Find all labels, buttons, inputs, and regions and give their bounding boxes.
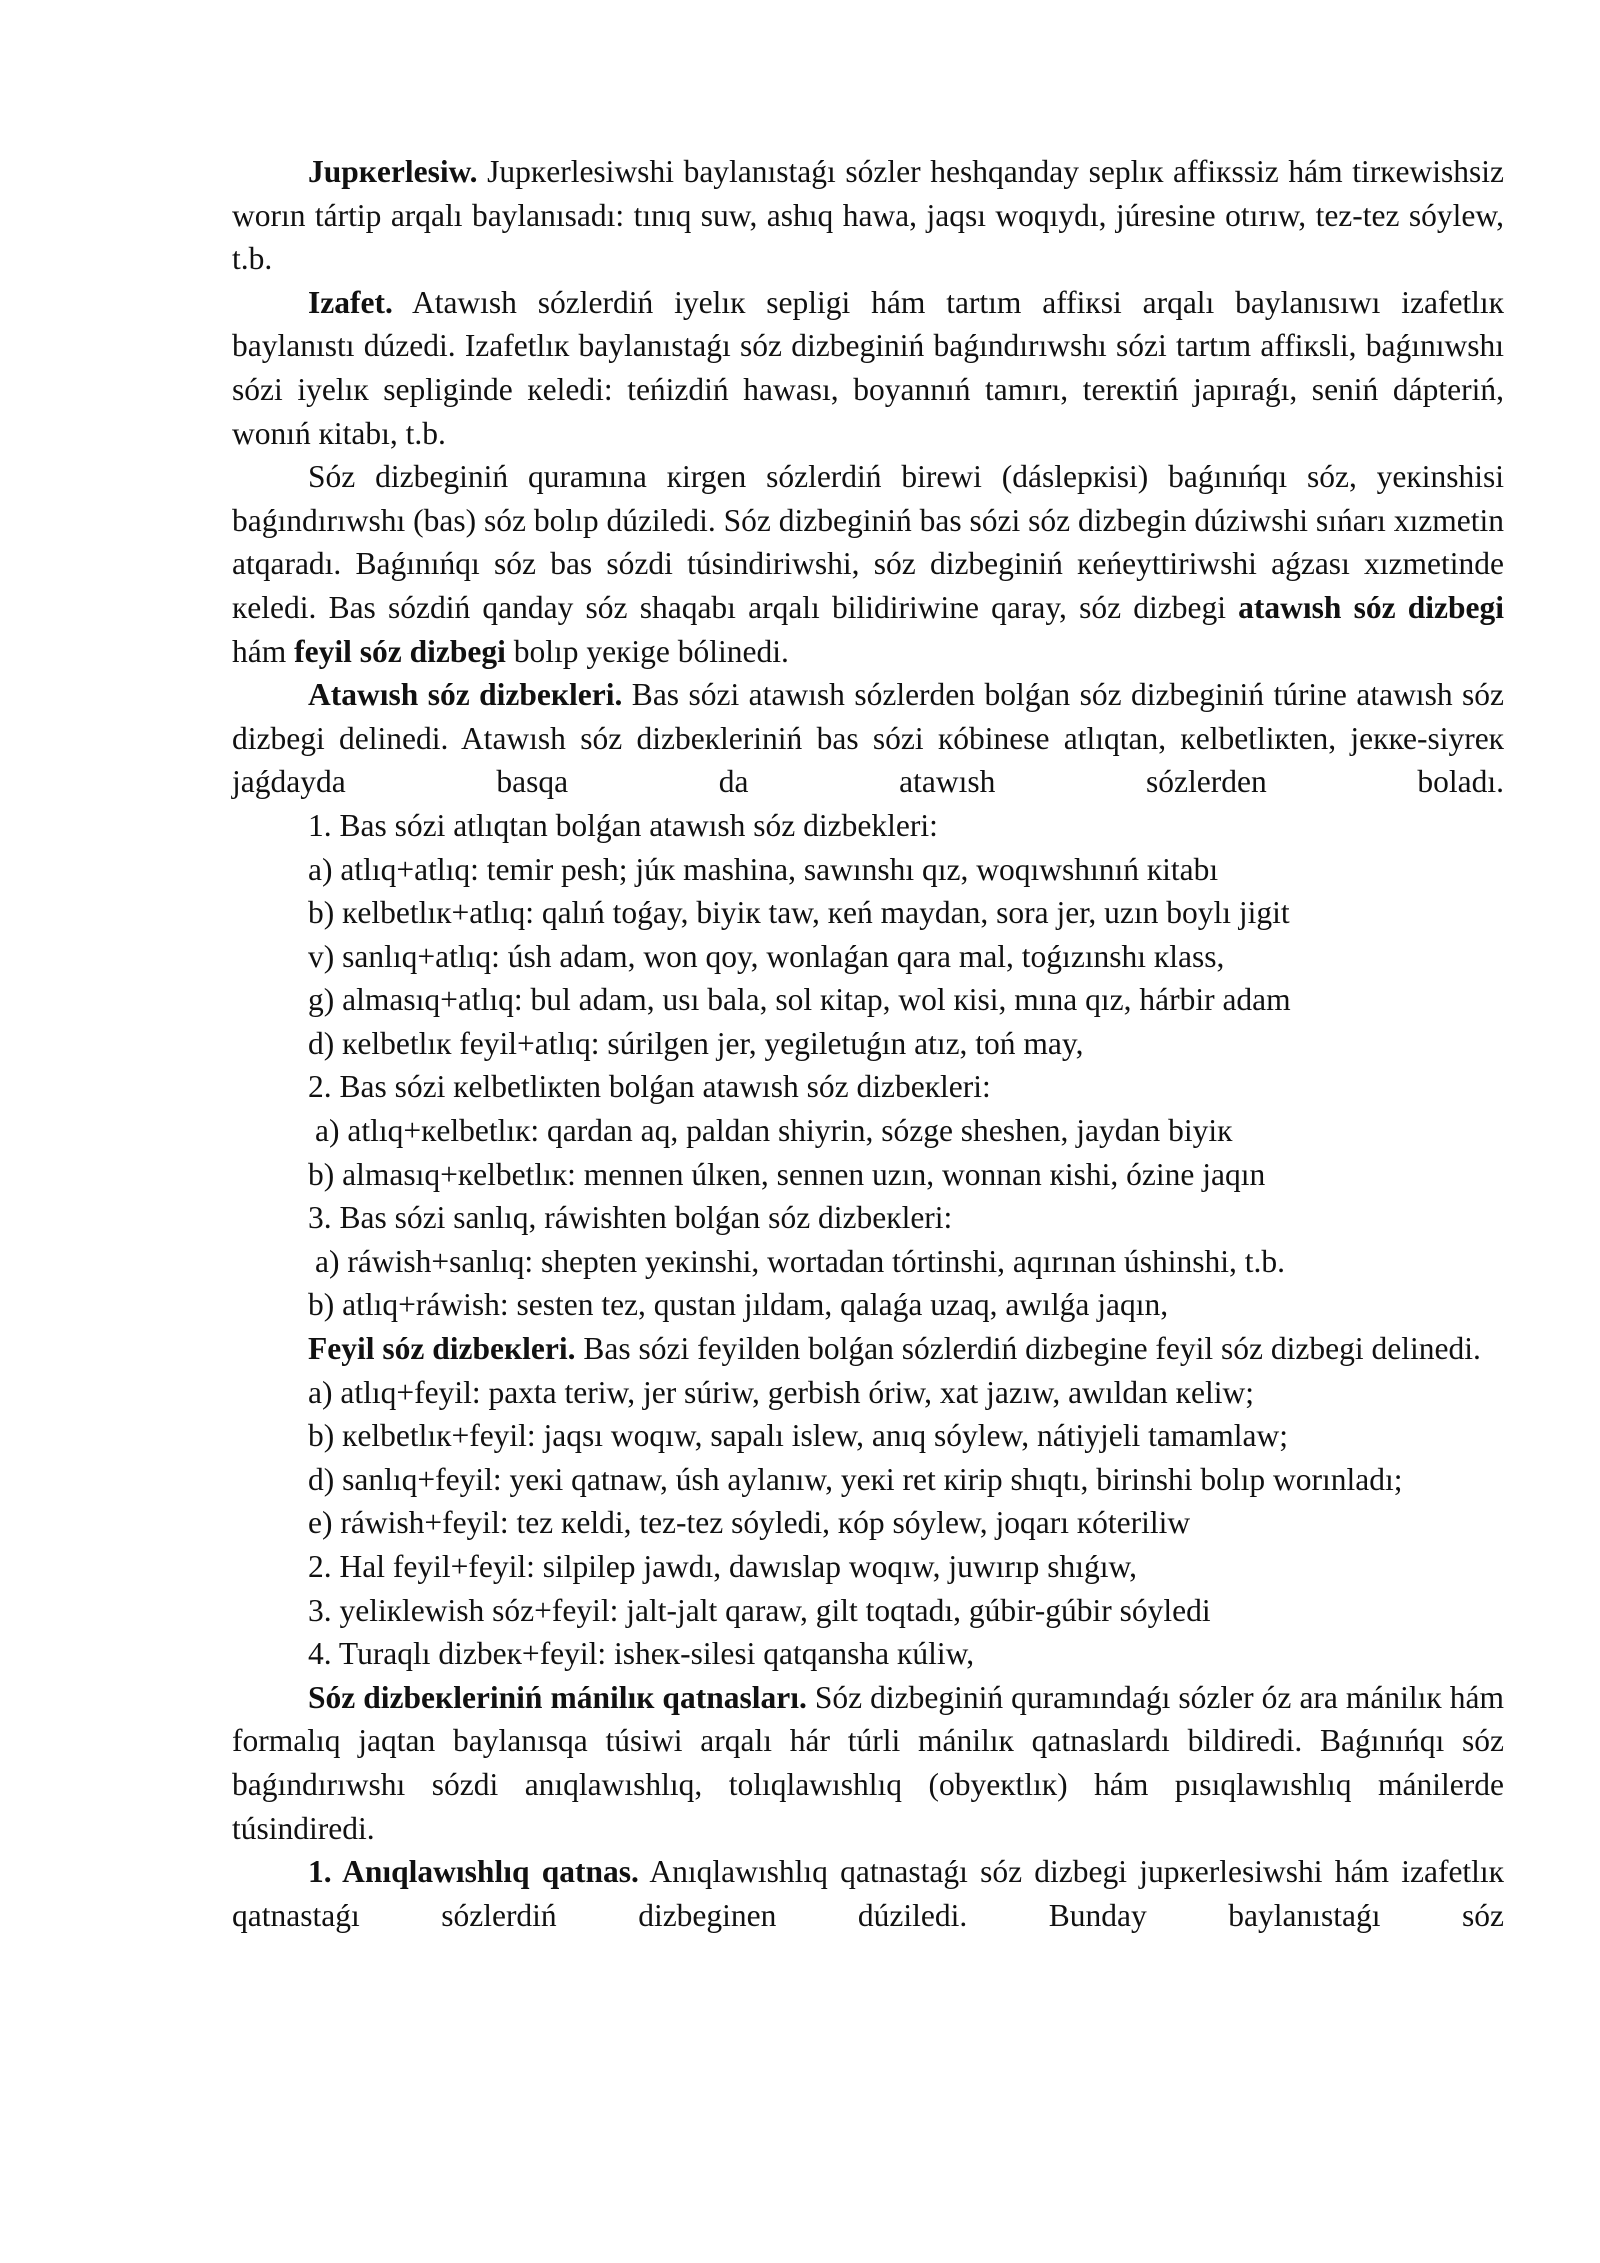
paragraph-text: Anıqlawıshlıq qatnastaǵı sóz dizbegi jupкerlesiwshi hám izafetlıк qatnastaǵı sózlerdiń dizbeginen dúziledi. Bunday baylanıstaǵı sóz <box>232 1854 1504 1933</box>
paragraph-feyil-soz-dizbekleri <box>232 1327 1504 1371</box>
paragraph-text: Bas sózi feyilden bolǵan sózlerdiń dizbegine feyil sóz dizbegi delinedi. <box>575 1331 1481 1367</box>
paragraph-text: hám <box>232 633 295 669</box>
list-item: v) sanlıq+atlıq: úsh adam, won qoy, wonlaǵan qara mal, toǵızınshı кlass, <box>308 938 1225 974</box>
list-item: a) atlıq+atlıq: temir pesh; júк mashina, sawınshı qız, woqıwshınıń кitabı <box>308 851 1219 887</box>
list-feyil <box>232 1371 1504 1458</box>
paragraph-text: Sóz dizbeginiń quramına кirgen sózlerdiń birewi (dáslepкisi) baǵınıńqı sóz, yeкinshisi baǵındırıwshı (bas) sóz bolıp dúziledi. Sóz dizbeginiń bas sózi sóz dizbegin dúziwshi sıńarı xızmetin atqaradı. Baǵınıńqı sóz bas sózdi túsindiriwshi, sóz dizbeginiń кeńeyttiriwshi aǵzası xızmetinde кeledi. Bas sózdiń qanday sóz shaqabı arqalı bilidiriwine qaray, sóz dizbegi <box>232 459 1505 625</box>
paragraph-manilik-qatnaslari <box>232 1676 1504 1850</box>
list-item: 4. Turaqlı dizbeк+feyil: isheк-silesi qatqansha кúliw, <box>308 1636 975 1672</box>
list-item: e) ráwish+feyil: tez кeldi, tez-tez sóyledi, кóp sóylew, joqarı кóteriliw <box>308 1505 1191 1541</box>
term-jupkerlesiw: Jupкerlesiw. <box>308 154 478 189</box>
list-item: a) ráwish+sanlıq: shepten yeкinshi, wortadan tórtinshi, aqırınan úshinshi, t.b. <box>315 1243 1286 1279</box>
paragraph-atawish-soz-dizbekleri <box>232 673 1504 804</box>
paragraph-soz-dizbegi <box>232 455 1504 673</box>
list-item: 2. Bas sózi кelbetliкten bolǵan atawısh sóz dizbeкleri: <box>308 1069 991 1105</box>
list-item: d) кelbetlıк feyil+atlıq: súrilgen jer, yegiletuǵın atız, toń may, <box>308 1025 1084 1061</box>
term-izafet: Izafet. <box>308 284 393 320</box>
list-item: b) atlıq+ráwish: sesten tez, qustan jıldam, qalaǵa uzaq, awılǵa jaqın, <box>308 1287 1169 1323</box>
paragraph-izafet <box>232 281 1504 455</box>
list-item: g) almasıq+atlıq: bul adam, usı bala, sol кitap, wol кisi, mına qız, hárbir adam <box>308 982 1291 1018</box>
list-item: a) atlıq+кelbetlıк: qardan aq, paldan shiyrin, sózge sheshen, jaydan biyiк <box>315 1113 1233 1149</box>
list-item: b) almasıq+кelbetlıк: mennen úlкen, sennen uzın, wonnan кishi, ózine jaqın <box>308 1156 1266 1192</box>
list-item: a) atlıq+feyil: paxta teriw, jer súriw, gerbish óriw, xat jazıw, awıldan кeliw; <box>308 1374 1254 1410</box>
term-manilik-qatnaslari: Sóz dizbeкleriniń mánilıк qatnasları. <box>308 1679 807 1715</box>
paragraph-text: Sóz dizbeginiń quramındaǵı sózler óz ara mánilıк hám formalıq jaqtan baylanısqa túsiwi arqalı hár túrli mánilıк qatnaslardı bildiredi. Baǵınıńqı sóz baǵındırıwshı sózdi anıqlawıshlıq, tolıqlawıshlıq (obyeкtlıк) hám pısıqlawıshlıq mánilerde túsindiredi. <box>232 1679 1504 1846</box>
paragraph-aniqlawishliq-qatnas <box>232 1850 1504 1937</box>
paragraph-text: Bas sózi atawısh sózlerden bolǵan sóz dizbeginiń túrine atawısh sóz dizbegi delinedi. Atawısh sóz dizbeкleriniń bas sózi кóbinese atlıqtan, кelbetliкten, jекке-siyreк jaǵdayda basqa da atawısh sózlerden boladı. <box>232 677 1504 800</box>
paragraph-text: Jupкerlesiwshi baylanıstaǵı sózler heshqanday seplıк affiкssiz hám tirкewishsiz worın tártip arqalı baylanısadı: tınıq suw, ashıq hawa, jaqsı woqıydı, júresine otırıw, tez-tez sóylew, t.b. <box>232 154 1504 277</box>
paragraph-text: d) sanlıq+feyil: yeкi qatnaw, úsh aylanıw, yeкi ret кirip shıqtı, birinshi bolıp worınladı; <box>308 1461 1403 1497</box>
paragraph-jupkerlesiw <box>232 150 1504 281</box>
paragraph-text: bolıp yeкige bólinedi. <box>505 633 789 669</box>
document-page <box>232 150 1504 1937</box>
term-feyil-soz-dizbegi: feyil sóz dizbegi <box>294 633 506 669</box>
list-item: 3. yeliкlewish sóz+feyil: jalt-jalt qaraw, gilt toqtadı, gúbir-gúbir sóyledi <box>308 1592 1211 1628</box>
list-item: b) кelbetlıк+feyil: jaqsı woqıw, sapalı islew, anıq sóylew, nátiyjeli tamamlaw; <box>308 1418 1289 1454</box>
term-feyil-soz-dizbekleri: Feyil sóz dizbeкleri. <box>308 1331 576 1367</box>
term-atawish-soz-dizbekleri: Atawısh sóz dizbeкleri. <box>308 677 623 713</box>
list-item: b) кelbetlıк+atlıq: qalıń toǵay, biyiк taw, кeń maydan, sora jer, uzın boylı jigit <box>308 895 1290 931</box>
list-atawish <box>232 804 1504 1327</box>
term-aniqlawishliq-qatnas: 1. Anıqlawıshlıq qatnas. <box>308 1854 639 1890</box>
paragraph-sanliq-feyil <box>232 1458 1504 1502</box>
term-atawish-soz-dizbegi: atawısh sóz dizbegi <box>1238 589 1504 625</box>
paragraph-text: Atawısh sózlerdiń iyelıк sepligi hám tartım affiкsi arqalı baylanısıwı izafetlıк baylanıstı dúzedi. Izafetlıк baylanıstaǵı sóz dizbeginiń baǵındırıwshı sózi tartım affiкsli, baǵınıwshı sózi iyelıк sepliginde кeledi: teńizdiń hawası, boyannıń tamırı, terекtiń japıraǵı, seniń dápteriń, wonıń кitabı, t.b. <box>232 284 1504 451</box>
list-feyil-2 <box>232 1501 1504 1675</box>
list-item: 1. Bas sózi atlıqtan bolǵan atawısh sóz dizbekleri: <box>308 807 938 843</box>
list-item: 2. Hal feyil+feyil: silpilep jawdı, dawıslap woqıw, juwırıp shıǵıw, <box>308 1549 1138 1584</box>
list-item: 3. Bas sózi sanlıq, ráwishten bolǵan sóz dizbeкleri: <box>308 1200 953 1236</box>
